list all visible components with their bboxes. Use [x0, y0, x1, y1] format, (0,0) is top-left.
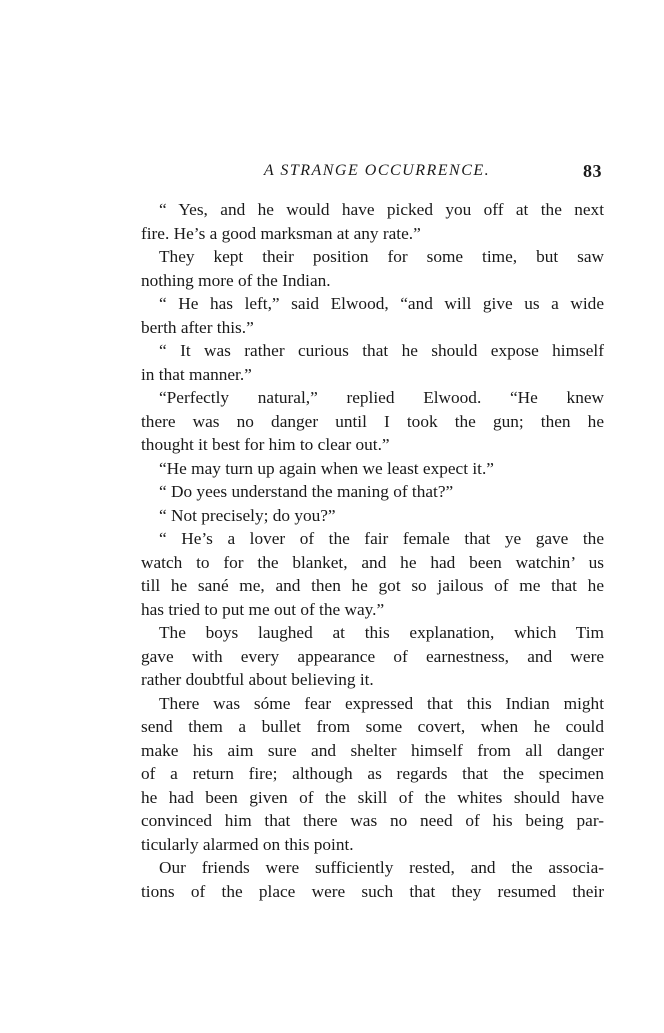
text-line: till he sané me, and then he got so jailous of me that he	[141, 576, 604, 595]
text-line: “ He’s a lover of the fair female that ye gave the	[159, 529, 604, 548]
text-line: rather doubtful about believing it.	[141, 670, 374, 689]
text-line: There was sóme fear expressed that this Indian might	[159, 693, 604, 713]
text-line: They kept their position for some time, but saw	[159, 247, 604, 266]
running-head	[140, 162, 604, 186]
text-line: fire. He’s a good marksman at any rate.”	[141, 223, 421, 243]
text-line: gave with every appearance of earnestness, and were	[141, 646, 604, 666]
text-line: watch to for the blanket, and he had been watchin’ us	[141, 552, 604, 572]
text-line: has tried to put me out of the way.”	[141, 599, 385, 619]
text-line: make his aim sure and shelter himself from all danger	[141, 740, 604, 760]
running-title: A STRANGE OCCURRENCE.	[263, 162, 491, 179]
text-line: “ He has left,” said Elwood, “and will give us a wide	[159, 294, 604, 313]
text-line: Our friends were sufficiently rested, and the associa-	[159, 858, 604, 877]
text-line: tions of the place were such that they resumed their	[141, 881, 604, 901]
text-line: of a return fire; although as regards that the specimen	[141, 764, 604, 783]
text-line: convinced him that there was no need of his being par-	[141, 811, 604, 830]
text-line: thought it best for him to clear out.”	[141, 435, 390, 454]
text-line: “ Not precisely; do you?”	[159, 505, 336, 525]
text-line: he had been given of the skill of the whites should have	[141, 787, 604, 807]
text-line: ticularly alarmed on this point.	[141, 834, 354, 854]
body-text	[141, 198, 604, 903]
text-line: there was no danger until I took the gun; then he	[141, 411, 604, 431]
text-line: “ It was rather curious that he should expose himself	[159, 341, 604, 360]
text-line: The boys laughed at this explanation, which Tim	[159, 623, 604, 642]
text-line: “ Do yees understand the maning of that?”	[159, 482, 454, 501]
text-line: “He may turn up again when we least expect it.”	[159, 458, 494, 478]
text-line: “ Yes, and he would have picked you off at the next	[159, 200, 604, 219]
text-line: send them a bullet from some covert, when he could	[141, 717, 604, 736]
text-line: in that manner.”	[141, 364, 252, 384]
text-line: nothing more of the Indian.	[141, 270, 331, 290]
text-line: berth after this.”	[141, 317, 254, 337]
page-number: 83	[583, 161, 602, 181]
text-line: “Perfectly natural,” replied Elwood. “He knew	[159, 388, 604, 407]
